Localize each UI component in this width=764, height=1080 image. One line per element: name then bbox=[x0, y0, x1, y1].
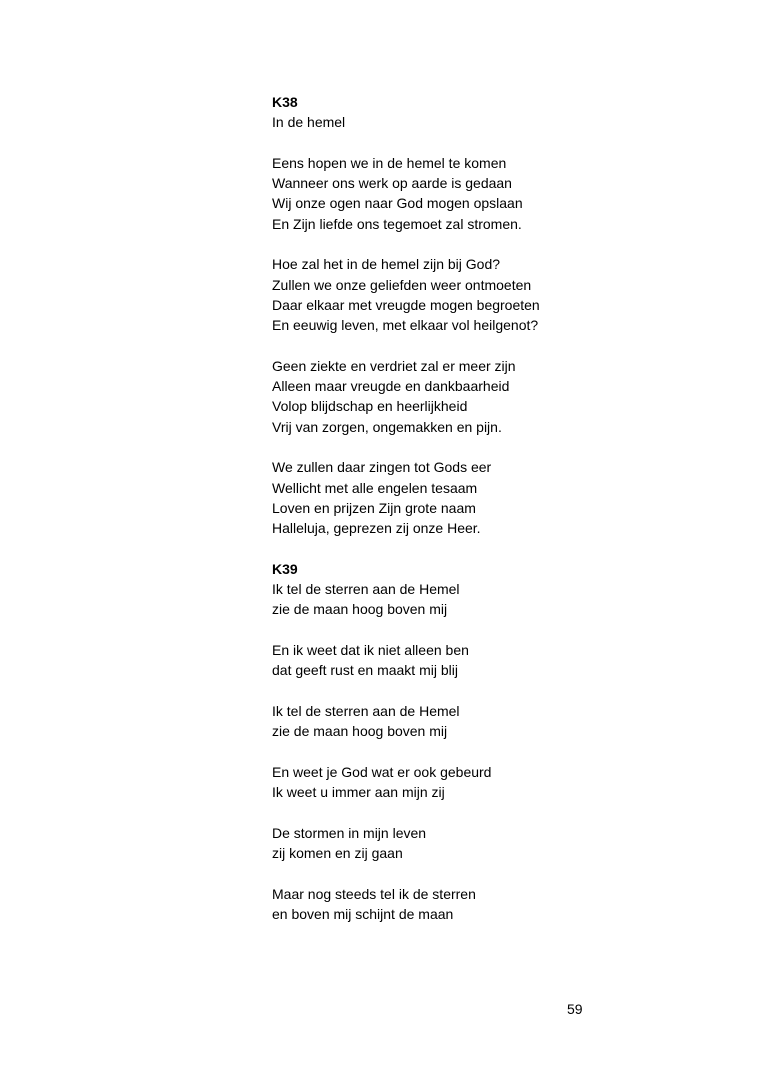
poem-line: En weet je God wat er ook gebeurd bbox=[272, 763, 492, 780]
stanza bbox=[272, 640, 692, 681]
poem-line: Wanneer ons werk op aarde is gedaan bbox=[272, 175, 512, 192]
poem-line: Daar elkaar met vreugde mogen begroeten bbox=[272, 296, 540, 313]
poem bbox=[272, 92, 692, 539]
poem-code: K38 bbox=[272, 94, 298, 110]
poem-line: En ik weet dat ik niet alleen ben bbox=[272, 642, 469, 659]
poem-code: K39 bbox=[272, 560, 298, 577]
poem-line: En Zijn liefde ons tegemoet zal stromen. bbox=[272, 215, 522, 232]
stanza bbox=[272, 457, 692, 538]
poem-line: Maar nog steeds tel ik de sterren bbox=[272, 885, 476, 902]
poem-line: Halleluja, geprezen zij onze Heer. bbox=[272, 520, 481, 537]
poem-line: zie de maan hoog boven mij bbox=[272, 601, 448, 618]
poem-line: Hoe zal het in de hemel zijn bij God? bbox=[272, 256, 501, 273]
poem-line: Vrij van zorgen, ongemakken en pijn. bbox=[272, 418, 502, 435]
poem-line: We zullen daar zingen tot Gods eer bbox=[272, 459, 492, 476]
stanza bbox=[272, 356, 692, 437]
stanza bbox=[272, 579, 692, 620]
poem-line: en boven mij schijnt de maan bbox=[272, 905, 454, 922]
stanza bbox=[272, 701, 692, 742]
page-number: 59 bbox=[567, 1001, 583, 1017]
poem-line: Volop blijdschap en heerlijkheid bbox=[272, 398, 468, 415]
poem-line: Ik tel de sterren aan de Hemel bbox=[272, 702, 460, 719]
poem-line: Alleen maar vreugde en dankbaarheid bbox=[272, 378, 510, 395]
poem-line: Ik tel de sterren aan de Hemel bbox=[272, 581, 460, 598]
stanza bbox=[272, 153, 692, 234]
poem-line: De stormen in mijn leven bbox=[272, 824, 427, 841]
stanza bbox=[272, 823, 692, 864]
stanza bbox=[272, 884, 692, 925]
poem-line: dat geeft rust en maakt mij blij bbox=[272, 662, 458, 679]
stanza bbox=[272, 762, 692, 803]
poem-content bbox=[272, 92, 692, 944]
poem-line: Wij onze ogen naar God mogen opslaan bbox=[272, 195, 523, 212]
poem-line: Ik weet u immer aan mijn zij bbox=[272, 784, 445, 801]
stanza bbox=[272, 254, 692, 335]
poem-title: In de hemel bbox=[272, 114, 346, 131]
poem-line: En eeuwig leven, met elkaar vol heilgenot? bbox=[272, 317, 539, 334]
poem-line: Zullen we onze geliefden weer ontmoeten bbox=[272, 276, 532, 293]
poem-line: Geen ziekte en verdriet zal er meer zijn bbox=[272, 357, 516, 374]
poem-line: Wellicht met alle engelen tesaam bbox=[272, 479, 478, 496]
poem bbox=[272, 559, 692, 924]
poem-line: Eens hopen we in de hemel te komen bbox=[272, 154, 507, 171]
poem-line: zie de maan hoog boven mij bbox=[272, 723, 448, 740]
poem-line: Loven en prijzen Zijn grote naam bbox=[272, 499, 476, 516]
poem-line: zij komen en zij gaan bbox=[272, 844, 403, 861]
